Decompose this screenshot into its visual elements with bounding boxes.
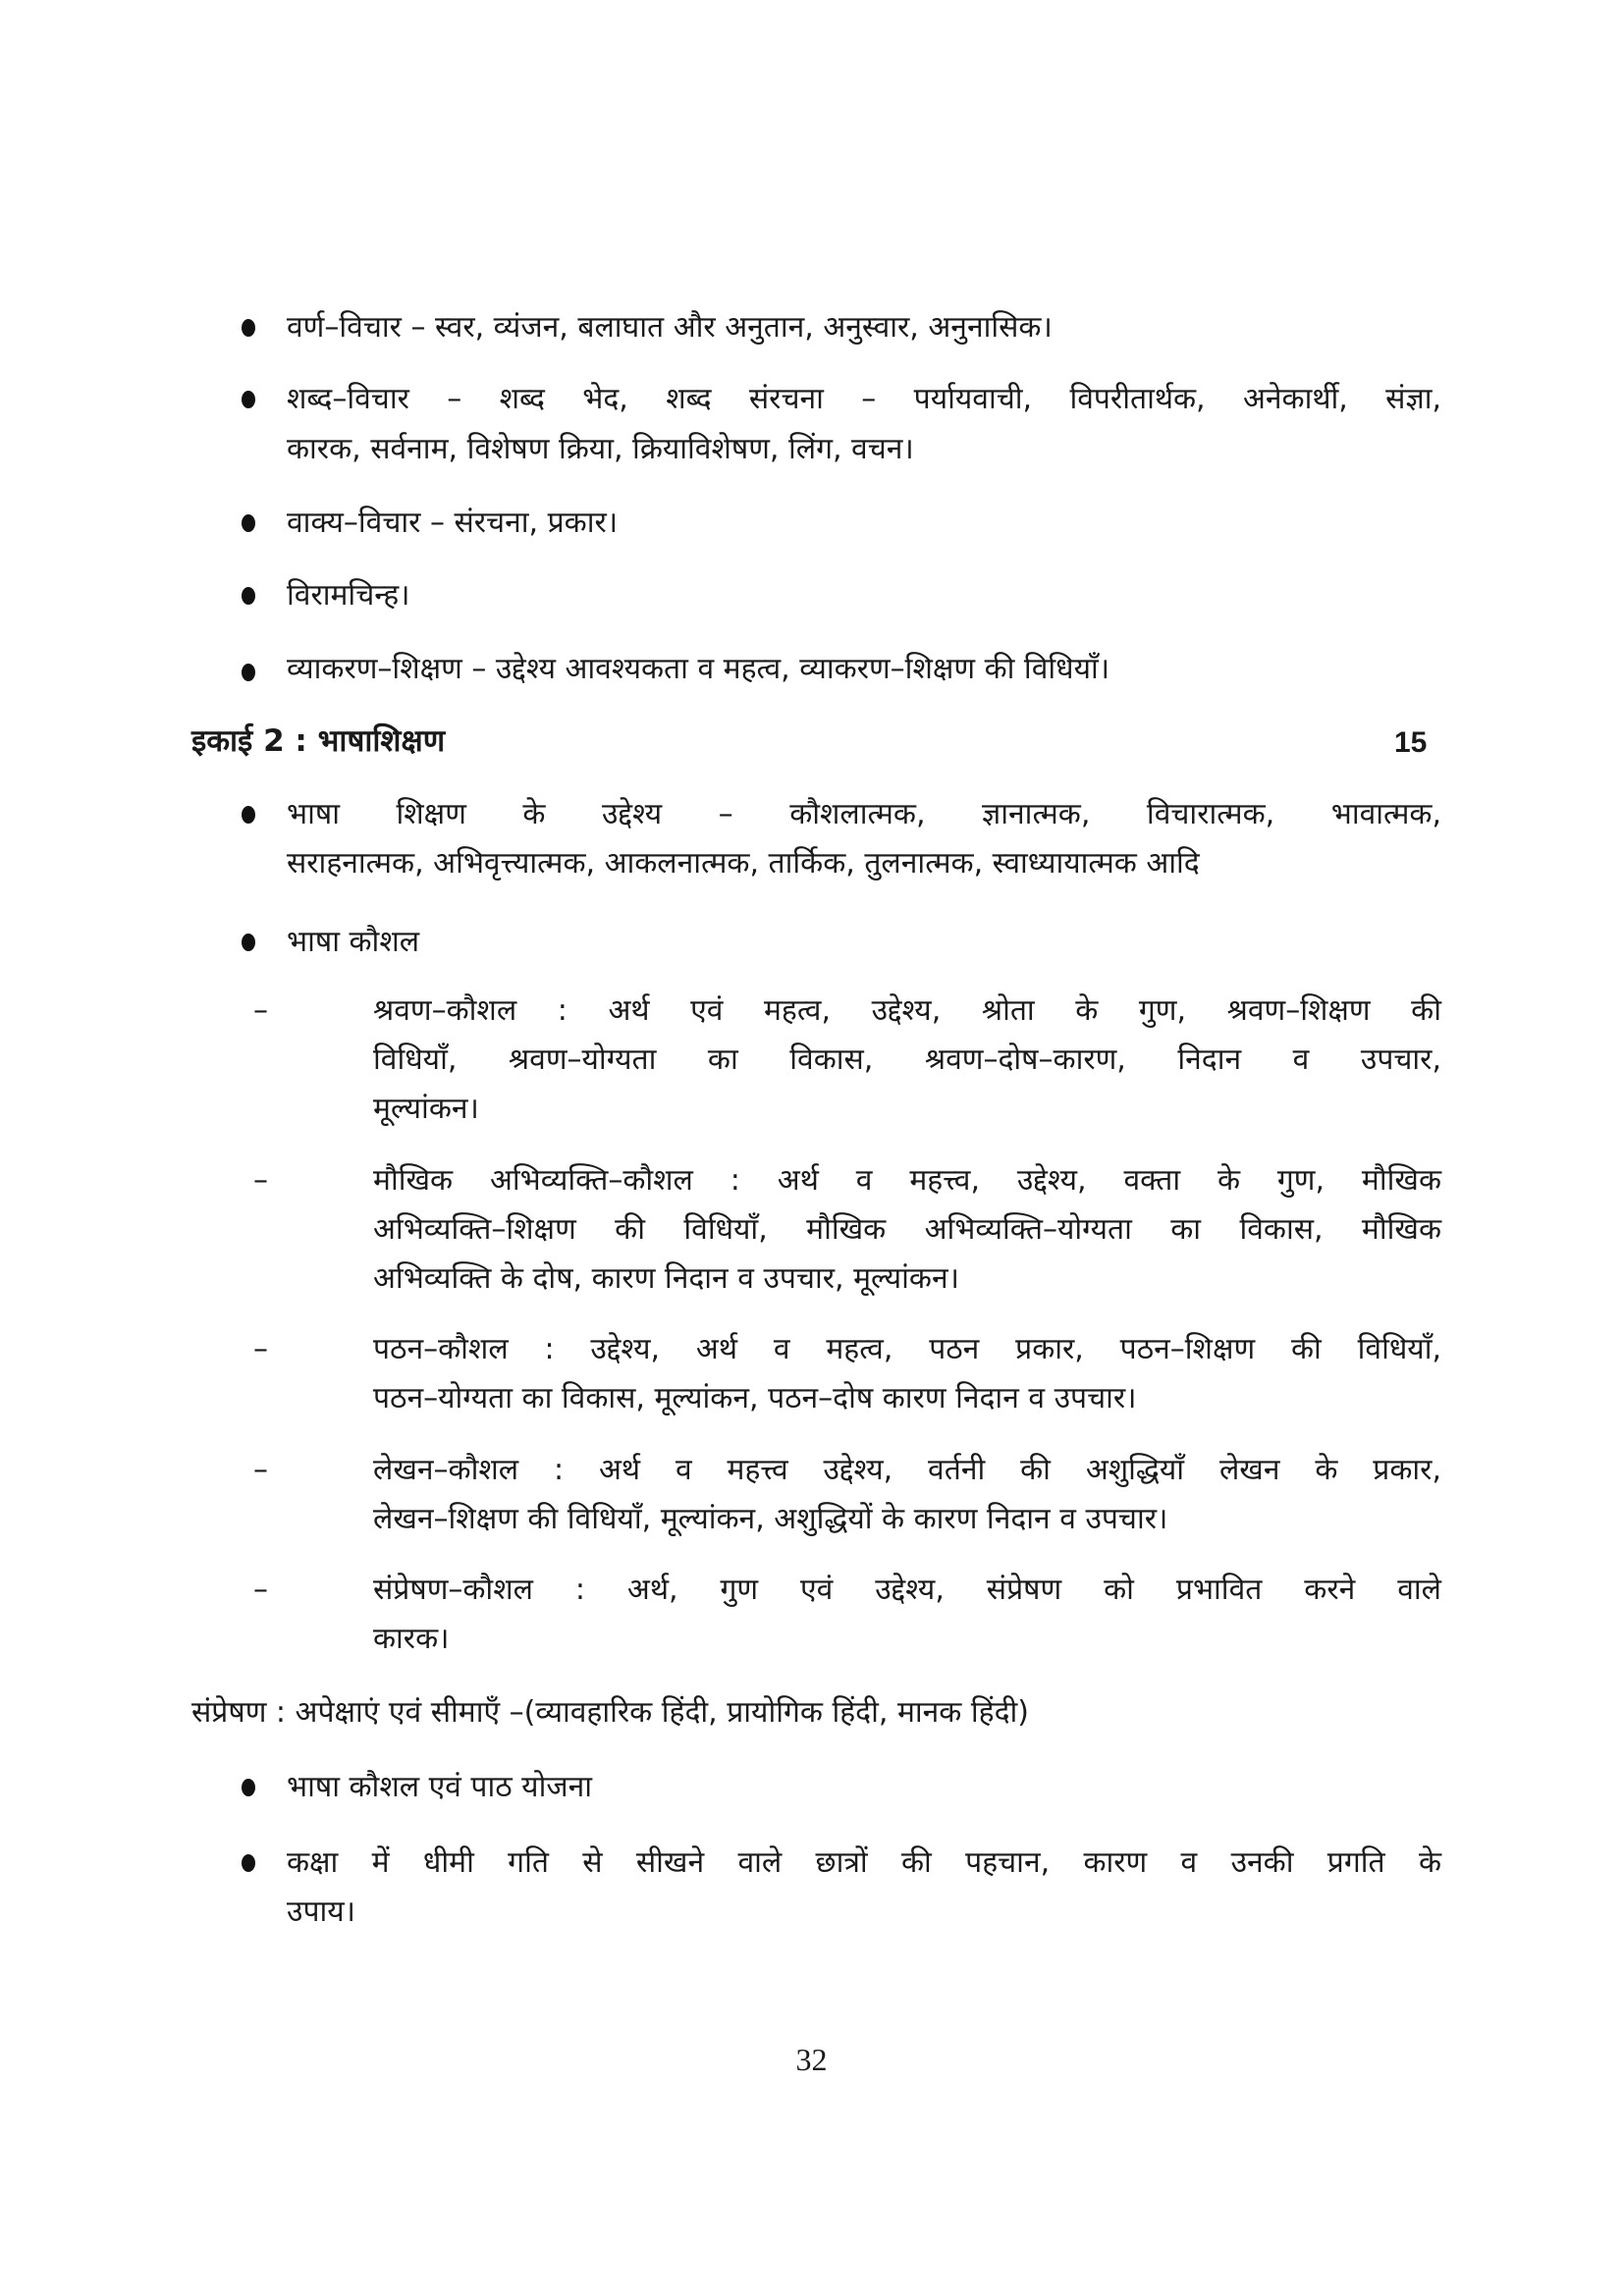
bullet-icon [242,319,255,337]
dash-marker: – [253,1573,268,1607]
skill-listening-line3: मूल्यांकन। [373,1092,479,1126]
bullet-icon [242,934,255,951]
bullet-icon [242,664,255,681]
unit2-title: इकाई 2 : भाषाशिक्षण [191,723,446,759]
skill-oral-line2: अभिव्यक्ति–शिक्षण की विधियाँ, मौखिक अभिव्यक्ति–योग्यता का विकास, मौखिक [373,1212,1441,1247]
skill-reading-line2: पठन–योग्यता का विकास, मूल्यांकन, पठन–दोष कारण निदान व उपचार। [373,1381,1137,1415]
list-item-language-skills: भाषा कौशल [287,925,420,959]
skill-listening-line1: श्रवण–कौशल : अर्थ एवं महत्व, उद्देश्य, श्रोता के गुण, श्रवण–शिक्षण की [373,993,1441,1028]
communication-note: संप्रेषण : अपेक्षाएं एवं सीमाएँ –(व्यावहारिक हिंदी, प्रायोगिक हिंदी, मानक हिंदी) [191,1695,1029,1730]
skill-oral-line1: मौखिक अभिव्यक्ति–कौशल : अर्थ व महत्त्व, उद्देश्य, वक्ता के गुण, मौखिक [373,1163,1441,1198]
list-item-objectives-line1: भाषा शिक्षण के उद्देश्य – कौशलात्मक, ज्ञानात्मक, विचारात्मक, भावात्मक, [287,797,1441,831]
list-item-slow-learners-line2: उपाय। [287,1895,356,1929]
list-item-lesson-plan: भाषा कौशल एवं पाठ योजना [287,1770,593,1804]
list-item-vakya-vichar: वाक्य–विचार – संरचना, प्रकार। [287,506,619,540]
bullet-icon [242,1779,255,1796]
skill-writing-line1: लेखन–कौशल : अर्थ व महत्त्व उद्देश्य, वर्तनी की अशुद्धियाँ लेखन के प्रकार, [373,1453,1441,1487]
dash-marker: – [253,1453,268,1487]
page-number: 32 [795,2042,828,2077]
bullet-icon [242,391,255,408]
skill-oral-line3: अभिव्यक्ति के दोष, कारण निदान व उपचार, मूल्यांकन। [373,1261,959,1296]
bullet-icon [242,587,255,605]
list-item-varn-vichar: वर्ण–विचार – स्वर, व्यंजन, बलाघात और अनुतान, अनुस्वार, अनुनासिक। [287,310,1053,345]
unit2-hours: 15 [1394,726,1428,759]
list-item-objectives-line2: सराहनात्मक, अभिवृत्त्यात्मक, आकलनात्मक, तार्किक, तुलनात्मक, स्वाध्यायात्मक आदि [287,846,1200,881]
dash-marker: – [253,993,268,1028]
list-item-shabd-vichar-line1: शब्द–विचार – शब्द भेद, शब्द संरचना – पर्यायवाची, विपरीतार्थक, अनेकार्थी, संज्ञा, [287,382,1441,416]
dash-marker: – [253,1332,268,1366]
list-item-vyakaran-shikshan: व्याकरण–शिक्षण – उद्देश्य आवश्यकता व महत्व, व्याकरण–शिक्षण की विधियाँ। [287,652,1110,686]
skill-communication-line1: संप्रेषण–कौशल : अर्थ, गुण एवं उद्देश्य, संप्रेषण को प्रभावित करने वाले [373,1573,1441,1607]
skill-writing-line2: लेखन–शिक्षण की विधियाँ, मूल्यांकन, अशुद्धियों के कारण निदान व उपचार। [373,1502,1168,1536]
bullet-icon [242,1854,255,1872]
skill-reading-line1: पठन–कौशल : उद्देश्य, अर्थ व महत्व, पठन प्रकार, पठन–शिक्षण की विधियाँ, [373,1332,1441,1366]
bullet-icon [242,806,255,824]
list-item-viram-chinh: विरामचिन्ह। [287,578,410,613]
list-item-shabd-vichar-line2: कारक, सर्वनाम, विशेषण क्रिया, क्रियाविशेषण, लिंग, वचन। [287,432,914,466]
dash-marker: – [253,1163,268,1198]
skill-communication-line2: कारक। [373,1622,450,1656]
list-item-slow-learners-line1: कक्षा में धीमी गति से सीखने वाले छात्रों की पहचान, कारण व उनकी प्रगति के [287,1845,1441,1880]
bullet-icon [242,514,255,532]
skill-listening-line2: विधियाँ, श्रवण–योग्यता का विकास, श्रवण–दोष–कारण, निदान व उपचार, [373,1042,1441,1077]
